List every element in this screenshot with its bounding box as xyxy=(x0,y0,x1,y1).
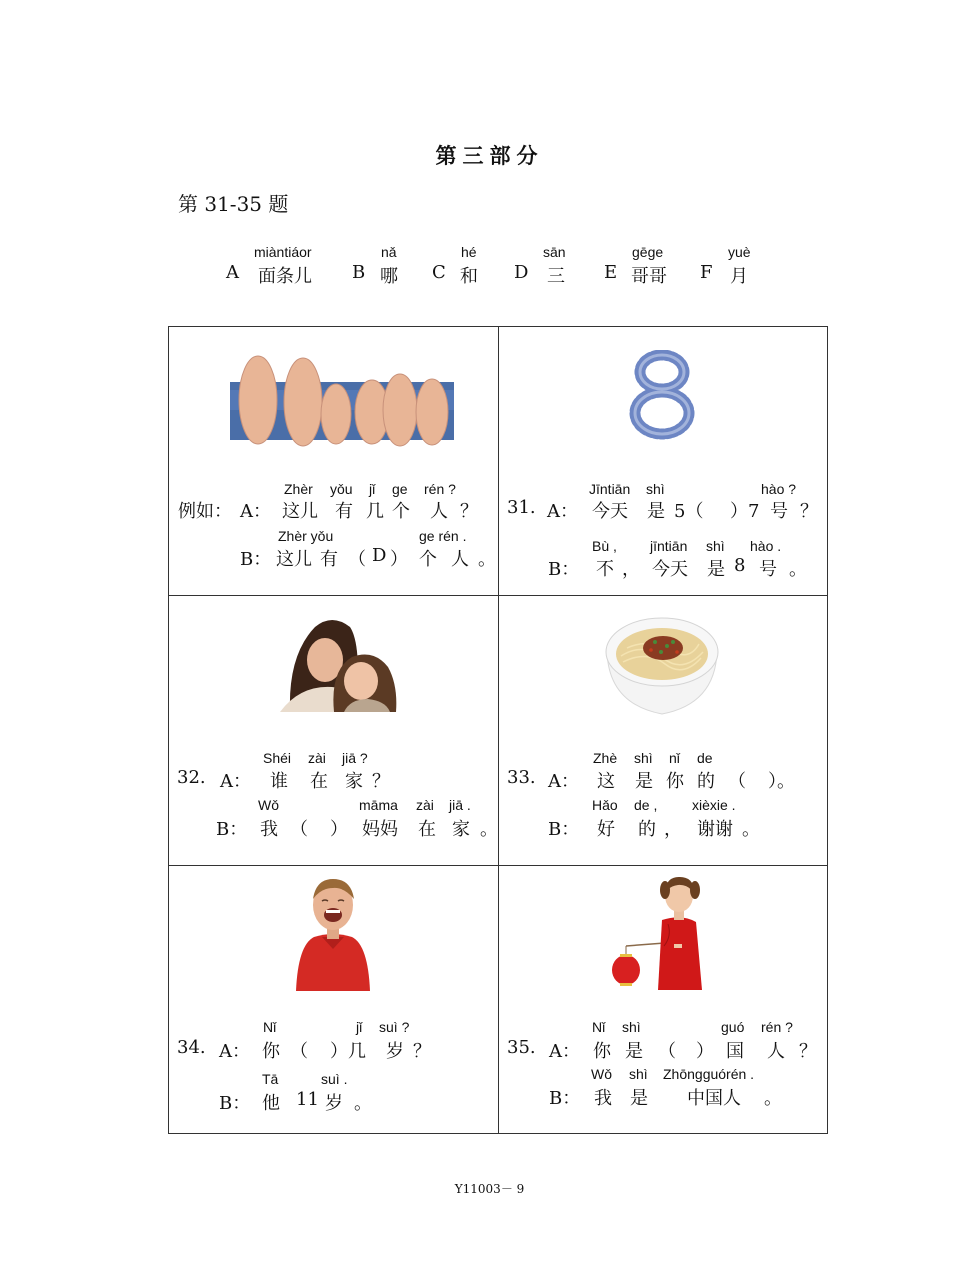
example-prefix: 例如： xyxy=(178,501,232,522)
example-b-hanzi-5: ） xyxy=(390,549,408,570)
q33-a-hanzi-6: ）。 xyxy=(768,771,795,792)
q35-a-hanzi-3: （ xyxy=(658,1041,676,1062)
q33-a-label: A： xyxy=(548,771,579,792)
noodle-bowl-image xyxy=(603,612,721,716)
q31-a-hanzi-4: ）7 xyxy=(730,501,760,522)
grid-divider-row-2 xyxy=(168,865,828,866)
q32-a-label: A： xyxy=(220,771,251,792)
option-a-letter: A xyxy=(226,262,239,283)
q33-b-hanzi-2: 的 xyxy=(638,819,656,840)
q33-a-hanzi-3: 你 xyxy=(666,771,684,792)
example-a-label: A： xyxy=(240,501,271,522)
laughing-boy-image xyxy=(294,875,372,991)
page-title: 第三部分 xyxy=(435,144,544,168)
option-d-pinyin: sān xyxy=(543,244,566,260)
example-b-hanzi-4: D xyxy=(372,545,387,566)
q34-a-hanzi-5: ？ xyxy=(413,1041,431,1062)
q31-b-label: B： xyxy=(548,559,580,580)
q32-a-hanzi-2: 在 xyxy=(310,771,328,792)
q33-number: 33. xyxy=(507,767,536,788)
q34-a-pinyin-2: jǐ xyxy=(356,1019,363,1035)
q31-a-hanzi-5: 号 xyxy=(770,501,788,522)
q31-b-hanzi-7: 。 xyxy=(789,559,807,580)
q32-b-hanzi-7: 。 xyxy=(480,819,498,840)
option-b-letter: B xyxy=(352,262,366,283)
q31-b-hanzi-6: 号 xyxy=(759,559,777,580)
q33-a-pinyin-2: shì xyxy=(634,750,653,766)
q35-a-pinyin-1: Nǐ xyxy=(592,1019,606,1035)
example-a-hanzi-6: ？ xyxy=(460,501,478,522)
grid-divider-vertical xyxy=(498,326,499,1134)
q33-a-hanzi-1: 这 xyxy=(597,771,615,792)
q33-b-pinyin-1: Hǎo xyxy=(592,797,618,813)
section-label: 第 31-35 题 xyxy=(178,192,289,216)
example-b-pinyin-1: Zhèr yǒu xyxy=(278,528,334,544)
q32-b-pinyin-1: Wǒ xyxy=(258,797,279,813)
example-b-hanzi-8: 。 xyxy=(478,549,496,570)
q34-b-pinyin-1: Tā xyxy=(262,1071,279,1087)
q33-b-hanzi-1: 好 xyxy=(597,819,615,840)
q33-a-pinyin-3: nǐ xyxy=(669,750,680,766)
q31-b-hanzi-1: 不 xyxy=(596,559,614,580)
q32-a-hanzi-3: 家 xyxy=(345,771,363,792)
option-c-letter: C xyxy=(432,262,446,283)
feet-image xyxy=(230,352,454,448)
q32-b-hanzi-4: 妈妈 xyxy=(362,819,398,840)
q33-a-hanzi-4: 的 xyxy=(697,771,715,792)
q33-b-hanzi-4: 谢谢 xyxy=(697,819,733,840)
example-a-hanzi-4: 个 xyxy=(392,501,410,522)
q31-a-pinyin-3: hào ? xyxy=(761,481,797,497)
q35-a-hanzi-6: 人 xyxy=(767,1041,785,1062)
q34-a-hanzi-1: 你 xyxy=(262,1041,280,1062)
example-b-hanzi-6: 个 xyxy=(419,549,437,570)
q31-a-hanzi-2: 是 xyxy=(647,501,665,522)
example-b-hanzi-3: （ xyxy=(348,549,366,570)
q32-a-hanzi-4: ？ xyxy=(372,771,390,792)
q35-number: 35. xyxy=(507,1037,536,1058)
q33-b-hanzi-3: ， xyxy=(664,819,682,840)
q35-b-label: B： xyxy=(549,1088,581,1109)
q32-b-label: B： xyxy=(216,819,248,840)
q35-a-pinyin-4: rén ? xyxy=(761,1019,793,1035)
q31-b-hanzi-5: 8 xyxy=(734,555,746,576)
q32-a-hanzi-1: 谁 xyxy=(270,771,288,792)
option-d-hanzi: 三 xyxy=(547,266,565,287)
q35-b-hanzi-1: 我 xyxy=(594,1088,612,1109)
example-b-pinyin-2: ge rén . xyxy=(419,528,467,544)
q31-a-pinyin-1: Jīntiān xyxy=(589,481,631,497)
q32-b-hanzi-2: （ xyxy=(290,819,308,840)
q35-b-pinyin-2: shì xyxy=(629,1066,648,1082)
q35-a-hanzi-1: 你 xyxy=(593,1041,611,1062)
q31-b-hanzi-3: 今天 xyxy=(652,559,688,580)
q35-b-hanzi-3: 中国人 xyxy=(687,1088,741,1109)
q31-b-pinyin-4: hào . xyxy=(750,538,782,554)
q34-b-hanzi-3: 岁 xyxy=(325,1093,343,1114)
option-a-hanzi: 面条儿 xyxy=(258,266,312,287)
q35-a-hanzi-5: 国 xyxy=(726,1041,744,1062)
q31-a-hanzi-3: 5（ xyxy=(674,501,704,522)
option-f-pinyin: yuè xyxy=(728,244,751,260)
q34-a-label: A： xyxy=(219,1041,250,1062)
q31-b-hanzi-4: 是 xyxy=(707,559,725,580)
example-a-hanzi-3: 几 xyxy=(366,501,384,522)
q35-b-pinyin-3: Zhōngguórén . xyxy=(663,1066,755,1082)
example-b-hanzi-2: 有 xyxy=(320,549,338,570)
q35-b-hanzi-2: 是 xyxy=(630,1088,648,1109)
grid-divider-row-1 xyxy=(168,595,828,596)
q31-a-label: A： xyxy=(547,501,578,522)
q31-a-pinyin-2: shì xyxy=(646,481,665,497)
q31-b-pinyin-1: Bù , xyxy=(592,538,617,554)
q32-b-hanzi-3: ） xyxy=(330,819,348,840)
q32-b-pinyin-4: jiā . xyxy=(449,797,471,813)
option-a-pinyin: miàntiáor xyxy=(254,244,312,260)
option-b-hanzi: 哪 xyxy=(380,266,398,287)
q31-b-hanzi-2: ， xyxy=(622,559,640,580)
q32-b-pinyin-3: zài xyxy=(416,797,434,813)
example-b-hanzi-7: 人 xyxy=(451,549,469,570)
q35-b-hanzi-4: 。 xyxy=(764,1088,782,1109)
number-eight-image xyxy=(628,350,696,440)
option-f-hanzi: 月 xyxy=(730,266,748,287)
q32-a-pinyin-2: zài xyxy=(308,750,326,766)
q32-b-pinyin-2: māma xyxy=(359,797,398,813)
q33-a-hanzi-5: （ xyxy=(728,771,746,792)
example-a-hanzi-5: 人 xyxy=(430,501,448,522)
q31-number: 31. xyxy=(507,497,536,518)
option-d-letter: D xyxy=(514,262,529,283)
option-c-pinyin: hé xyxy=(461,244,477,260)
q32-a-pinyin-1: Shéi xyxy=(263,750,292,766)
q34-a-hanzi-3: ）几 xyxy=(330,1041,366,1062)
example-b-hanzi-1: 这儿 xyxy=(276,549,312,570)
option-f-letter: F xyxy=(700,262,713,283)
example-a-hanzi-2: 有 xyxy=(335,501,353,522)
q31-b-pinyin-3: shì xyxy=(706,538,725,554)
example-b-label: B： xyxy=(240,549,272,570)
q33-a-pinyin-4: de xyxy=(697,750,713,766)
option-b-pinyin: nǎ xyxy=(381,244,397,260)
q35-a-hanzi-7: ？ xyxy=(799,1041,817,1062)
q32-b-hanzi-6: 家 xyxy=(452,819,470,840)
q32-a-pinyin-3: jiā ? xyxy=(342,750,368,766)
q33-a-pinyin-1: Zhè xyxy=(593,750,618,766)
example-a-pinyin-2: yǒu xyxy=(330,481,353,497)
page-footer: Y11003－ 9 xyxy=(454,1182,525,1196)
q31-b-pinyin-2: jīntiān xyxy=(650,538,688,554)
mother-daughter-image xyxy=(270,615,397,712)
q32-b-hanzi-1: 我 xyxy=(260,819,278,840)
q34-b-hanzi-1: 他 xyxy=(262,1093,280,1114)
option-e-letter: E xyxy=(604,262,618,283)
q32-b-hanzi-5: 在 xyxy=(418,819,436,840)
q31-a-hanzi-1: 今天 xyxy=(592,501,628,522)
q35-a-hanzi-2: 是 xyxy=(625,1041,643,1062)
q34-b-pinyin-2: suì . xyxy=(321,1071,348,1087)
option-c-hanzi: 和 xyxy=(460,266,478,287)
q33-b-pinyin-2: de , xyxy=(634,797,658,813)
q34-a-pinyin-1: Nǐ xyxy=(263,1019,277,1035)
option-e-hanzi: 哥哥 xyxy=(631,266,667,287)
example-a-pinyin-5: rén ? xyxy=(424,481,456,497)
q34-b-hanzi-2: 11 xyxy=(296,1089,319,1110)
q34-b-hanzi-4: 。 xyxy=(354,1093,372,1114)
example-a-hanzi-1: 这儿 xyxy=(282,501,318,522)
q35-a-pinyin-2: shì xyxy=(622,1019,641,1035)
example-a-pinyin-4: ge xyxy=(392,481,408,497)
q31-a-hanzi-6: ？ xyxy=(800,501,818,522)
q35-a-label: A： xyxy=(549,1041,580,1062)
girl-lantern-image xyxy=(612,874,712,992)
option-e-pinyin: gēge xyxy=(632,244,664,260)
q33-b-pinyin-3: xièxie . xyxy=(692,797,736,813)
q33-b-label: B： xyxy=(548,819,580,840)
q32-number: 32. xyxy=(177,767,206,788)
q35-a-pinyin-3: guó xyxy=(721,1019,745,1035)
example-a-pinyin-1: Zhèr xyxy=(284,481,313,497)
q35-a-hanzi-4: ） xyxy=(696,1041,714,1062)
example-a-pinyin-3: jǐ xyxy=(369,481,376,497)
q34-a-pinyin-3: suì ? xyxy=(379,1019,410,1035)
q33-b-hanzi-5: 。 xyxy=(742,819,760,840)
q35-b-pinyin-1: Wǒ xyxy=(591,1066,612,1082)
q34-b-label: B： xyxy=(219,1093,251,1114)
q34-a-hanzi-4: 岁 xyxy=(386,1041,404,1062)
q34-a-hanzi-2: （ xyxy=(290,1041,308,1062)
q34-number: 34. xyxy=(177,1037,206,1058)
q33-a-hanzi-2: 是 xyxy=(635,771,653,792)
